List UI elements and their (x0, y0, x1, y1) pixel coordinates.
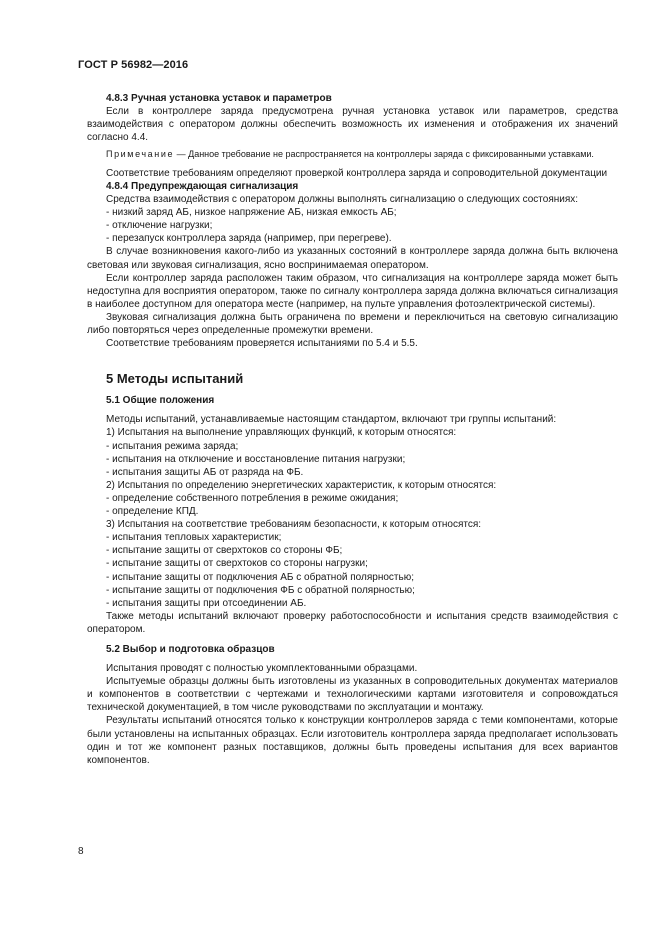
page-header: ГОСТ Р 56982—2016 (78, 59, 189, 71)
list-item: - испытания режима заряда; (106, 440, 239, 452)
list-item: - испытания защиты при отсоединении АБ. (106, 597, 307, 609)
list-item: - испытания на отключение и восстановление питания нагрузки; (106, 453, 406, 465)
list-item: - испытание защиты от подключения ФБ с обратной полярностью; (106, 584, 415, 596)
paragraph: Также методы испытаний включают проверку работоспособности и испытания средств взаимодействия с оператором. (87, 610, 618, 635)
list-item: - перезапуск контроллера заряда (например, при перегреве). (106, 233, 392, 245)
document-body (87, 92, 618, 767)
note (87, 148, 618, 161)
page-number: 8 (78, 846, 84, 857)
section-5-title: 5 Методы испытаний (106, 371, 244, 387)
list-item: - испытание защиты от сверхтоков со стороны ФБ; (106, 545, 343, 557)
list-item: - определение КПД. (106, 506, 199, 518)
group-heading: 1) Испытания на выполнение управляющих функций, к которым относятся: (106, 427, 457, 439)
section-4-8-3-title: 4.8.3 Ручная установка уставок и параметров (106, 93, 332, 104)
section-5-1-title: 5.1 Общие положения (106, 395, 215, 407)
list-item: - испытание защиты от подключения АБ с обратной полярностью; (106, 571, 414, 583)
list-item: - испытание защиты от сверхтоков со стороны нагрузки; (106, 558, 368, 570)
paragraph: Результаты испытаний относятся только к конструкции контроллеров заряда с теми компонентами, которые были установлены на испытанных образцах. Если изготовитель контроллера заряда предполагает использовать один и тот же компонент разных поставщиков, должны быть проведены испытания для всех вариантов компонентов. (87, 715, 618, 766)
list-item: - испытания тепловых характеристик; (106, 532, 282, 544)
list-item: - низкий заряд АБ, низкое напряжение АБ, низкая емкость АБ; (106, 207, 397, 219)
section-4-8-4-title: 4.8.4 Предупреждающая сигнализация (106, 180, 299, 192)
section-5-2-title: 5.2 Выбор и подготовка образцов (106, 643, 275, 655)
note-text: — Данное требование не распространяется на контроллеры заряда с фиксированными уставками. (174, 149, 594, 160)
list-item: - отключение нагрузки; (106, 220, 213, 232)
list-item: - определение собственного потребления в режиме ожидания; (106, 492, 399, 504)
paragraph: Звуковая сигнализация должна быть ограничена по времени и переключиться на световую сигнализацию либо повторяться через определенные промежутки времени. (87, 311, 618, 336)
paragraph: Испытания проводят с полностью укомплектованными образцами. (106, 663, 418, 675)
paragraph: Соответствие требованиям проверяется испытаниями по 5.4 и 5.5. (106, 338, 418, 350)
paragraph: Если контроллер заряда расположен таким образом, что сигнализация на контроллере заряда может быть недоступна для восприятия оператором, также по сигналу контроллера заряда должна включаться сигнализация в наиболее доступном для оператора месте (например, на пульте управления фотоэлектрической системы). (87, 272, 618, 310)
group-heading: 2) Испытания по определению энергетических характеристик, к которым относятся: (106, 479, 497, 491)
paragraph: Испытуемые образцы должны быть изготовлены из указанных в сопроводительных документах материалов и компонентов в соответствии с чертежами и технологическими картами изготовителя и сопровождаться технической документацией, в том числе руководствами по эксплуатации и монтажу. (87, 676, 618, 714)
paragraph: В случае возникновения какого-либо из указанных состояний в контроллере заряда должна быть включена световая или звуковая сигнализация, ясно воспринимаемая оператором. (87, 246, 618, 271)
group-heading: 3) Испытания на соответствие требованиям безопасности, к которым относятся: (106, 519, 482, 531)
paragraph: Средства взаимодействия с оператором должны выполнять сигнализацию о следующих состояниях: (106, 194, 579, 206)
note-label: Примечание (106, 149, 175, 160)
paragraph: Соответствие требованиям определяют проверкой контроллера заряда и сопроводительной документации (106, 167, 608, 179)
list-item: - испытания защиты АБ от разряда на ФБ. (106, 466, 304, 478)
paragraph: Если в контроллере заряда предусмотрена ручная установка уставок или параметров, средства взаимодействия с оператором должны обеспечить возможность их изменения и отображения их значений согласно 4.4. (87, 106, 618, 144)
paragraph: Методы испытаний, устанавливаемые настоящим стандартом, включают три группы испытаний: (106, 414, 557, 426)
